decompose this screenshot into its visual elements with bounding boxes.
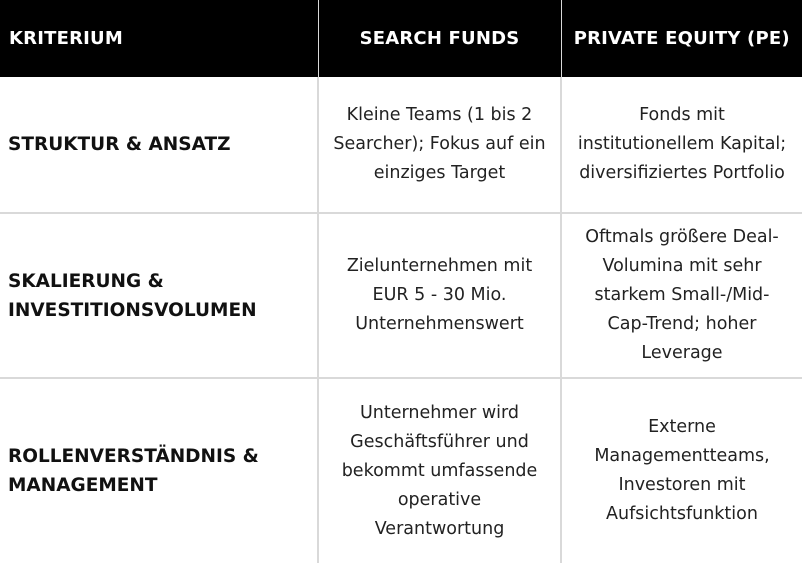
table-row <box>0 77 802 213</box>
search-funds-cell <box>318 77 561 213</box>
private-equity-cell <box>561 378 802 563</box>
cell-line: Aufsichtsfunktion <box>606 504 758 524</box>
cell-line: Kleine Teams (1 bis 2 <box>346 105 533 125</box>
cell-line: bekommt umfassende <box>341 460 538 481</box>
criterion-cell <box>0 77 318 213</box>
header-criterion: KRITERIUM <box>0 0 318 77</box>
cell-line: Unternehmenswert <box>355 314 524 334</box>
private-equity-cell <box>561 213 802 378</box>
criterion-line: STRUKTUR & ANSATZ <box>8 134 231 155</box>
criterion-line: ROLLENVERSTÄNDNIS & <box>8 446 259 467</box>
cell-line: Externe <box>648 417 716 437</box>
header-row <box>0 0 802 77</box>
criterion-cell <box>0 213 318 378</box>
table-header <box>0 0 802 77</box>
table-body <box>0 77 802 563</box>
search-funds-cell <box>318 213 561 378</box>
cell-line: einziges Target <box>373 163 506 183</box>
cell-line: Managementteams, <box>594 446 770 466</box>
cell-line: Oftmals größere Deal- <box>585 227 779 247</box>
cell-line: operative <box>397 489 482 510</box>
table-row <box>0 378 802 563</box>
cell-line: Volumina mit sehr <box>602 256 762 276</box>
cell-line: Cap-Trend; hoher <box>607 314 757 334</box>
private-equity-cell <box>561 77 802 213</box>
header-search-funds: SEARCH FUNDS <box>318 0 561 77</box>
criterion-cell <box>0 378 318 563</box>
cell-line: Verantwortung <box>374 518 505 539</box>
cell-line: starkem Small-/Mid- <box>594 285 770 305</box>
search-funds-cell <box>318 378 561 563</box>
criterion-line: SKALIERUNG & <box>8 270 164 292</box>
cell-line: Unternehmer wird <box>359 402 520 423</box>
criterion-line: MANAGEMENT <box>8 475 158 496</box>
header-private-equity: PRIVATE EQUITY (PE) <box>561 0 802 77</box>
cell-line: Leverage <box>641 343 723 363</box>
cell-line: institutionellem Kapital; <box>577 134 787 154</box>
cell-line: EUR 5 - 30 Mio. <box>372 285 507 305</box>
cell-line: Investoren mit <box>618 475 746 495</box>
table-row <box>0 213 802 378</box>
cell-line: Fonds mit <box>639 105 725 125</box>
cell-line: Zielunternehmen mit <box>346 256 533 276</box>
criterion-line: INVESTITIONSVOLUMEN <box>8 299 257 321</box>
cell-line: Searcher); Fokus auf ein <box>333 134 546 154</box>
cell-line: diversifiziertes Portfolio <box>579 163 785 183</box>
cell-line: Geschäftsführer und <box>350 431 529 452</box>
